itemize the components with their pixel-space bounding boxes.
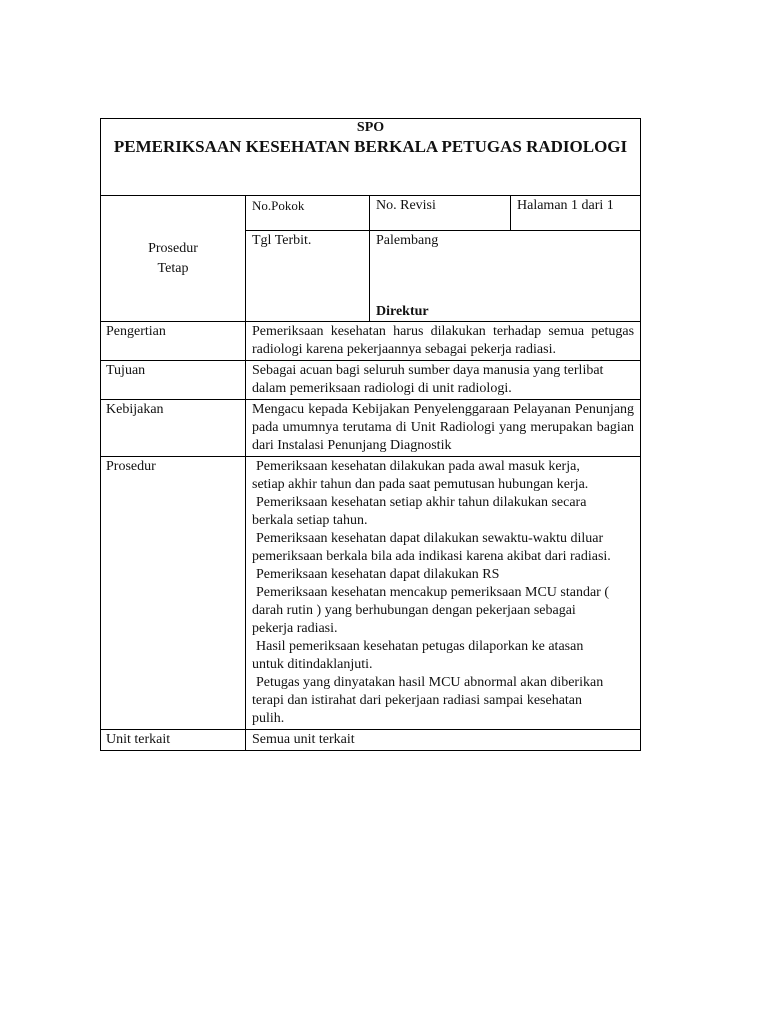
prosedur-step: Pemeriksaan kesehatan dilakukan pada awal masuk kerja, setiap akhir tahun dan pada saat pemutusan hubungan kerja. — [252, 459, 589, 492]
pengertian-text: Pemeriksaan kesehatan harus dilakukan terhadap semua petugas radiologi karena pekerjaannya sebagai pekerja radiasi. — [246, 322, 641, 361]
header-cell — [101, 119, 641, 196]
signatory-title: Direktur — [376, 304, 429, 319]
no-pokok-label: No.Pokok — [246, 196, 370, 231]
tgl-terbit-label — [246, 231, 370, 322]
spo-code: SPO — [356, 120, 385, 135]
prosedur-step: Hasil pemeriksaan kesehatan petugas dilaporkan ke atasan untuk ditindaklanjuti. — [252, 639, 584, 672]
document-title: PEMERIKSAAN KESEHATAN BERKALA PETUGAS RADIOLOGI — [113, 137, 628, 156]
tujuan-text: Sebagai acuan bagi seluruh sumber daya manusia yang terlibat dalam pemeriksaan radiologi di unit radiologi. — [246, 361, 641, 400]
signature-cell — [370, 231, 641, 322]
prosedur-label: Prosedur — [101, 457, 246, 730]
prosedur-steps — [246, 457, 641, 730]
procedure-type-cell — [101, 196, 246, 322]
spo-table — [100, 118, 641, 751]
prosedur-step: Pemeriksaan kesehatan dapat dilakukan RS — [256, 567, 500, 582]
row-tujuan — [101, 361, 641, 400]
row-kebijakan — [101, 400, 641, 457]
kebijakan-text: Mengacu kepada Kebijakan Penyelenggaraan Pelayanan Penunjang pada umumnya terutama di Unit Radiologi yang merupakan bagian dari Instalasi Penunjang Diagnostik — [246, 400, 641, 457]
tujuan-label: Tujuan — [101, 361, 246, 400]
row-prosedur — [101, 457, 641, 730]
prosedur-step: Pemeriksaan kesehatan dapat dilakukan sewaktu-waktu diluar pemeriksaan berkala bila ada indikasi karena akibat dari radiasi. — [252, 531, 611, 564]
unit-terkait-label: Unit terkait — [101, 730, 246, 751]
no-revisi-label: No. Revisi — [370, 196, 511, 231]
row-unit-terkait — [101, 730, 641, 751]
unit-terkait-text: Semua unit terkait — [246, 730, 641, 751]
pengertian-label: Pengertian — [101, 322, 246, 361]
tgl-terbit-text: Tgl Terbit. — [252, 233, 312, 248]
row-pengertian — [101, 322, 641, 361]
prosedur-step: Petugas yang dinyatakan hasil MCU abnormal akan diberikan terapi dan istirahat dari pekerjaan radiasi sampai kesehatan pulih. — [252, 675, 604, 726]
procedure-type: Prosedur Tetap — [148, 240, 198, 276]
kebijakan-label: Kebijakan — [101, 400, 246, 457]
spo-document — [100, 118, 640, 751]
page-info: Halaman 1 dari 1 — [511, 196, 641, 231]
city-text: Palembang — [376, 233, 439, 248]
prosedur-step: Pemeriksaan kesehatan setiap akhir tahun dilakukan secara berkala setiap tahun. — [252, 495, 587, 528]
prosedur-step: Pemeriksaan kesehatan mencakup pemeriksaan MCU standar ( darah rutin ) yang berhubungan dengan pekerjaan sebagai pekerja radiasi. — [252, 585, 609, 636]
